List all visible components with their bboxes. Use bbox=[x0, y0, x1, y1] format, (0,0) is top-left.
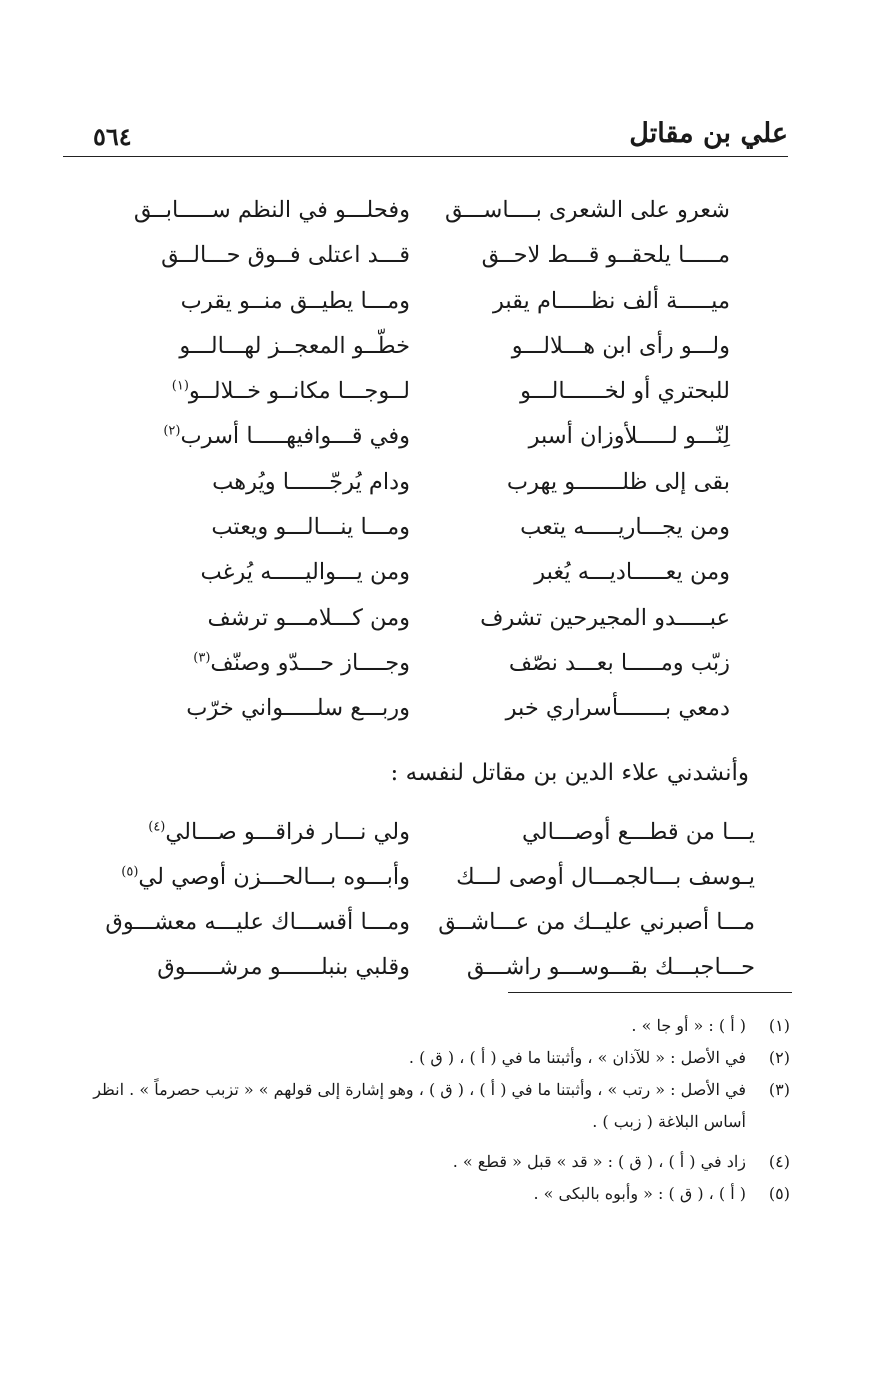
first-hemistich: للبحتري أو لخــــــالـــو bbox=[520, 378, 730, 405]
first-hemistich: مـــــا يلحقــو قـــط لاحــق bbox=[481, 242, 730, 269]
first-hemistich: عبـــــدو المجيرحين تشرف bbox=[480, 604, 730, 631]
first-hemistich: مـــا أصبرني عليــك من عـــاشــق bbox=[438, 909, 755, 935]
verse-line bbox=[130, 416, 730, 461]
footnote-number: (٢) bbox=[768, 1048, 790, 1067]
footnote-text: ( أ ) : « أو جا » . bbox=[631, 1016, 746, 1035]
second-hemistich: ولي نـــار فراقـــو صـــالي$^{(٤)}$ bbox=[148, 819, 410, 845]
verse-line bbox=[130, 688, 730, 733]
second-hemistich: وقلبي بنبلــــــو مرشـــــوق bbox=[157, 954, 410, 980]
second-hemistich: قـــد اعتلى فــوق حـــالــق bbox=[161, 242, 410, 269]
header-rule bbox=[63, 156, 788, 157]
second-hemistich: لــوجـــا مكانــو خــلالــو$^{(١)}$ bbox=[171, 378, 410, 405]
footnote-marker: (٢) bbox=[163, 423, 181, 439]
footnote-text: ( أ ) ، ( ق ) : « وأبوه بالبكى » . bbox=[533, 1184, 746, 1203]
footnote-marker: (٤) bbox=[148, 819, 166, 835]
first-hemistich: لِنّـــو لـــــلأوزان أسبر bbox=[528, 423, 730, 450]
page-header bbox=[63, 118, 788, 158]
second-hemistich: ومـــا يطيــق منــو يقرب bbox=[180, 287, 410, 314]
verse-line bbox=[130, 371, 730, 416]
first-hemistich: ومن يعـــــاديـــه يُغبر bbox=[534, 559, 730, 586]
first-hemistich: ولـــو رأى ابن هـــلالـــو bbox=[511, 332, 730, 359]
verse-line bbox=[130, 462, 730, 507]
footnotes bbox=[60, 1010, 790, 1210]
verse-line bbox=[100, 947, 755, 992]
verse-line bbox=[130, 598, 730, 643]
footnote-number: (١) bbox=[768, 1016, 790, 1035]
second-hemistich: ومن يـــواليـــــه يُرغب bbox=[200, 559, 410, 586]
verse-line bbox=[100, 902, 755, 947]
second-hemistich: وجــــاز حـــدّو وصنّف$^{(٣)}$ bbox=[193, 649, 410, 676]
first-hemistich: يـوسف بـــالجمـــال أوصى لـــك bbox=[456, 864, 755, 890]
second-hemistich: ودام يُرجّــــــا ويُرهب bbox=[212, 468, 410, 495]
footnote-separator bbox=[508, 992, 792, 993]
first-hemistich: ميـــــة ألف نظـــــام يقبر bbox=[492, 287, 730, 314]
second-hemistich: وفحلـــو في النظم ســـــابــق bbox=[133, 197, 410, 223]
footnote-marker: (٥) bbox=[121, 864, 139, 880]
verse-line bbox=[100, 857, 755, 902]
verse-line bbox=[130, 190, 730, 235]
verse-line bbox=[130, 643, 730, 688]
first-hemistich: بقى إلى ظلـــــــو يهرب bbox=[506, 468, 730, 495]
poem-mawaliya bbox=[100, 812, 755, 992]
verse-line bbox=[130, 507, 730, 552]
footnote-marker: (١) bbox=[171, 378, 189, 394]
second-hemistich: ومـــا ينـــالـــو ويعتب bbox=[211, 514, 410, 541]
first-hemistich: حـــاجبـــك بقـــوســـو راشـــق bbox=[466, 954, 755, 980]
footnote bbox=[60, 1042, 790, 1074]
footnote-text: زاد في ( أ ) ، ( ق ) : « قد » قبل « قطع » . bbox=[452, 1152, 746, 1171]
first-hemistich: ومن يجـــاريـــــه يتعب bbox=[520, 514, 730, 541]
footnote-number: (٣) bbox=[768, 1080, 790, 1099]
first-hemistich: زبّب ومـــــا بعـــد نصّف bbox=[508, 649, 730, 676]
verse-line bbox=[130, 235, 730, 280]
poem-muwashshah bbox=[130, 190, 730, 734]
footnote-text: أساس البلاغة ( زبب ) . bbox=[592, 1112, 746, 1131]
second-hemistich: وربـــع سلـــــواني خرّب bbox=[186, 695, 410, 722]
first-hemistich: يـــا من قطـــع أوصـــالي bbox=[522, 819, 755, 845]
footnote bbox=[60, 1178, 790, 1210]
verse-line bbox=[130, 281, 730, 326]
verse-line bbox=[130, 552, 730, 597]
second-hemistich: ومن كـــلامـــو ترشف bbox=[207, 604, 410, 631]
footnote-marker: (٣) bbox=[193, 650, 211, 666]
second-hemistich: وفي قـــوافيهـــــا أسرب$^{(٢)}$ bbox=[163, 423, 410, 450]
second-hemistich: وأبـــوه بـــالحـــزن أوصي لي$^{(٥)}$ bbox=[121, 864, 410, 890]
footnote-text: في الأصل : « رتب » ، وأثبتنا ما في ( أ ) ، ( ق ) ، وهو إشارة إلى قولهم » « تزبب حصرماً » . انظر bbox=[93, 1080, 746, 1099]
first-hemistich: شعرو على الشعرى بــــاســـق bbox=[444, 197, 730, 223]
footnote bbox=[60, 1146, 790, 1178]
verse-line bbox=[130, 326, 730, 371]
second-hemistich: خطّــو المعجــز لهـــالـــو bbox=[179, 332, 410, 359]
poem-introduction: وأنشدني علاء الدين بن مقاتل لنفسه : bbox=[390, 760, 749, 786]
footnote-number: (٤) bbox=[768, 1152, 790, 1171]
footnote bbox=[60, 1074, 790, 1138]
footnote-text: في الأصل : « للآذان » ، وأثبتنا ما في ( أ ) ، ( ق ) . bbox=[408, 1048, 746, 1067]
footnote-number: (٥) bbox=[768, 1184, 790, 1203]
second-hemistich: ومـــا أقســـاك عليـــه معشـــوق bbox=[105, 909, 410, 935]
running-title: علي بن مقاتل bbox=[629, 118, 788, 149]
page-number: ٥٦٤ bbox=[93, 122, 132, 151]
first-hemistich: دمعي بـــــــأسراري خبر bbox=[505, 695, 730, 722]
footnote bbox=[60, 1010, 790, 1042]
verse-line bbox=[100, 812, 755, 857]
